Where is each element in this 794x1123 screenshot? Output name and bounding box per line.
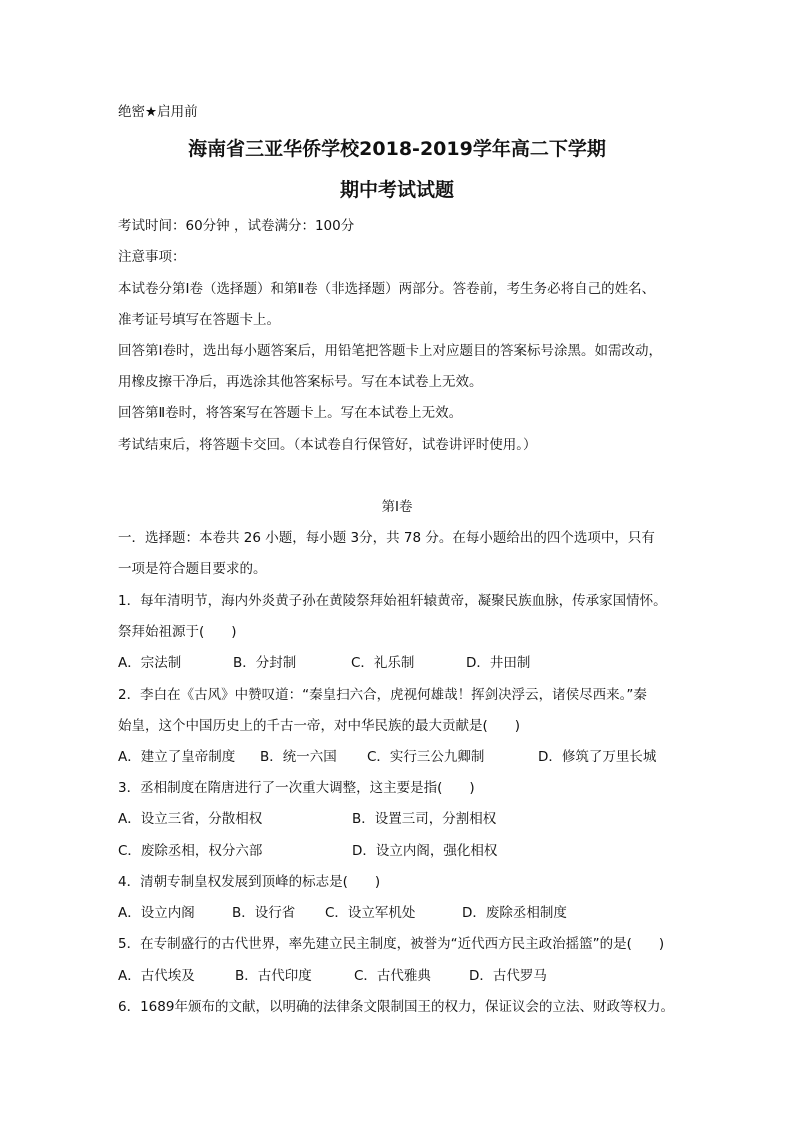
- question-4-stem: 4．清朝专制皇权发展到顶峰的标志是( ): [118, 874, 381, 890]
- question-3-option-c: C．废除丞相，权分六部: [118, 843, 263, 859]
- question-1-option-d: D．井田制: [466, 655, 531, 671]
- question-3-stem: 3．丞相制度在隋唐进行了一次重大调整，这主要是指( ): [118, 780, 475, 796]
- question-1-stem: 祭拜始祖源于( ): [118, 624, 237, 640]
- question-2-option-b: B．统一六国: [260, 749, 337, 765]
- note-line: 考试结束后，将答题卡交回。（本试卷自行保管好，试卷讲评时使用。）: [118, 437, 537, 453]
- question-2-option-a: A．建立了皇帝制度: [118, 749, 236, 765]
- question-4-option-b: B．设行省: [232, 905, 296, 921]
- question-4-option-d: D．废除丞相制度: [462, 905, 567, 921]
- page-title-line1: 海南省三亚华侨学校2018-2019学年高二下学期: [188, 138, 606, 160]
- question-4-option-c: C．设立军机处: [325, 905, 416, 921]
- question-5-stem: 5．在专制盛行的古代世界，率先建立民主制度，被誉为“近代西方民主政治摇篮”的是( ): [118, 936, 665, 952]
- question-2-stem: 2．李白在《古风》中赞叹道：“秦皇扫六合，虎视何雄哉！挥剑决浮云，诸侯尽西来。”秦: [118, 687, 647, 703]
- note-line: 用橡皮擦干净后，再选涂其他答案标号。写在本试卷上无效。: [118, 374, 483, 390]
- page-title-line2: 期中考试试题: [339, 179, 454, 201]
- note-line: 回答第Ⅱ卷时，将答案写在答题卡上。写在本试卷上无效。: [118, 405, 463, 421]
- question-2-option-c: C．实行三公九卿制: [367, 749, 485, 765]
- question-4-option-a: A．设立内阁: [118, 905, 195, 921]
- exam-time-line: 考试时间：60分钟 ，试卷满分：100分: [118, 218, 355, 234]
- note-line: 准考证号填写在答题卡上。: [118, 312, 280, 328]
- question-5-option-a: A．古代埃及: [118, 968, 195, 984]
- note-line: 本试卷分第Ⅰ卷（选择题）和第Ⅱ卷（非选择题）两部分。答卷前，考生务必将自己的姓名、: [118, 281, 656, 297]
- question-6-stem: 6．1689年颁布的文献，以明确的法律条文限制国王的权力，保证议会的立法、财政等权力。: [118, 999, 674, 1015]
- question-2-stem: 始皇，这个中国历史上的千古一帝，对中华民族的最大贡献是( ): [118, 718, 521, 734]
- notes-heading: 注意事项：: [118, 249, 186, 265]
- question-5-option-d: D．古代罗马: [469, 968, 547, 984]
- question-3-option-a: A．设立三省，分散相权: [118, 811, 263, 827]
- note-line: 回答第Ⅰ卷时，选出每小题答案后，用铅笔把答题卡上对应题目的答案标号涂黑。如需改动，: [118, 343, 662, 359]
- question-1-option-b: B．分封制: [233, 655, 297, 671]
- question-5-option-b: B．古代印度: [235, 968, 312, 984]
- section-title: 第Ⅰ卷: [381, 499, 413, 515]
- question-3-option-b: B．设置三司，分割相权: [352, 811, 497, 827]
- question-2-option-d: D．修筑了万里长城: [538, 749, 657, 765]
- secret-mark: 绝密★启用前: [118, 104, 198, 120]
- question-3-option-d: D．设立内阁，强化相权: [352, 843, 498, 859]
- section-instruction: 一．选择题：本卷共 26 小题，每小题 3分，共 78 分。在每小题给出的四个选项中，只有: [118, 530, 655, 546]
- question-1-stem: 1．每年清明节，海内外炎黄子孙在黄陵祭拜始祖轩辕黄帝，凝聚民族血脉，传承家国情怀。: [118, 593, 667, 609]
- question-1-option-c: C．礼乐制: [351, 655, 415, 671]
- question-1-option-a: A．宗法制: [118, 655, 182, 671]
- question-5-option-c: C．古代雅典: [354, 968, 431, 984]
- section-instruction: 一项是符合题目要求的。: [118, 561, 267, 577]
